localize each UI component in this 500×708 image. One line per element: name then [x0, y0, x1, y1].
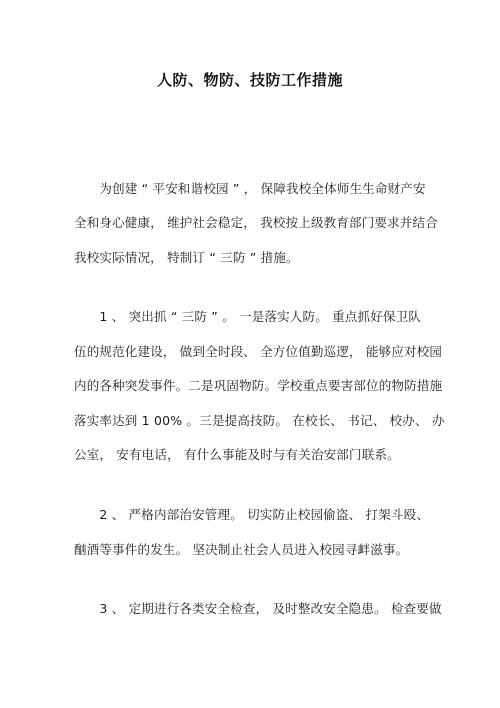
document-title: 人防、物防、技防工作措施 — [156, 71, 343, 89]
paragraph-line: 内的各种突发事件。二是巩固物防。学校重点要害部位的物防措施 — [74, 378, 443, 393]
paragraph-line: 2 、 严格内部治安管理。 切实防止校园偷盗、 打架斗殴、 — [74, 507, 430, 522]
paragraph-line: 伍的规范化建设， 做到全时段、 全方位值勤巡逻， 能够应对校园 — [74, 344, 443, 359]
paragraph-line: 为创建 “ 平安和谐校园 ” ， 保障我校全体师生生命财产安 — [74, 181, 426, 196]
paragraph-line: 我校实际情况， 特制订 “ 三防 ” 措施。 — [74, 250, 299, 265]
paragraph-line: 落实率达到 1 00% 。三是提高技防。 在校长、 书记、 校办、 办 — [74, 413, 445, 428]
paragraph-line: 3 、 定期进行各类安全检查， 及时整改安全隐患。 检查要做 — [74, 601, 442, 616]
paragraph-line: 公室， 安有电话， 有什么事能及时与有关治安部门联系。 — [74, 447, 400, 462]
paragraph-line: 1 、 突出抓 “ 三防 ” 。 一是落实人防。 重点抓好保卫队 — [74, 309, 421, 324]
paragraph-line: 全和身心健康， 维护社会稳定， 我校按上级教育部门要求并结合 — [74, 215, 438, 230]
paragraph-line: 酗酒等事件的发生。 坚决制止社会人员进入校园寻衅滋事。 — [74, 542, 409, 557]
